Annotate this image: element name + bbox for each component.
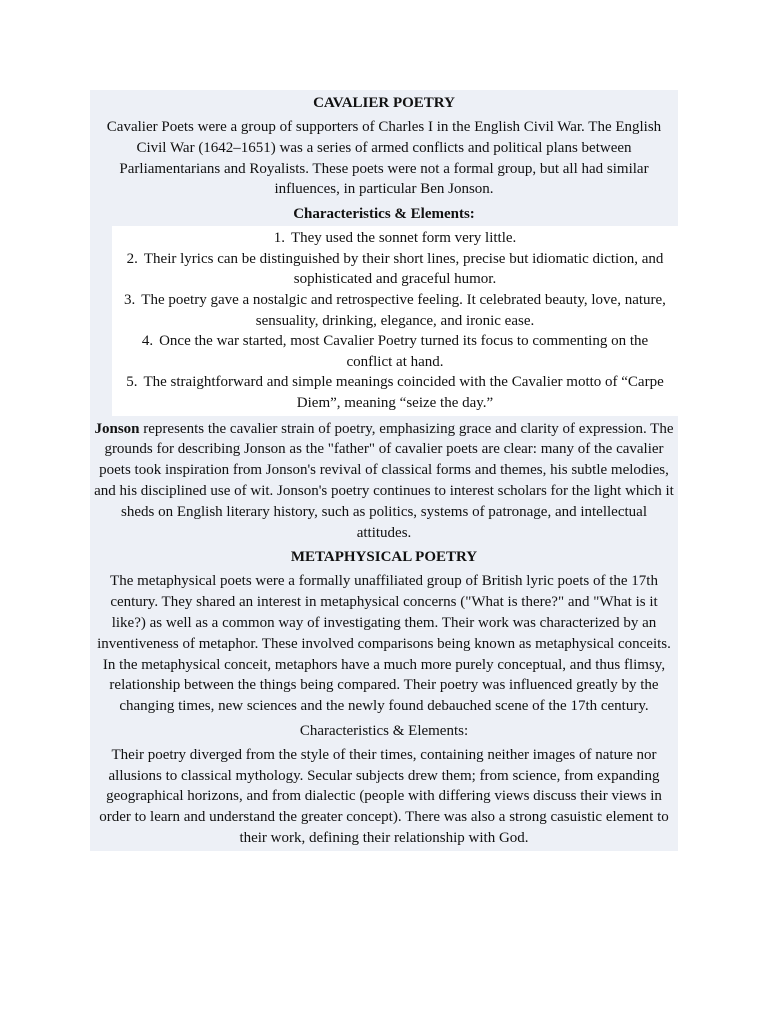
cavalier-characteristics-list	[90, 226, 678, 415]
list-item-number: 1.	[273, 230, 285, 247]
metaphysical-characteristics-heading: Characteristics & Elements:	[299, 722, 469, 739]
list-item	[116, 290, 674, 331]
list-item-number: 3.	[124, 291, 136, 308]
jonson-paragraph	[94, 419, 674, 544]
cavalier-characteristics-heading: Characteristics & Elements:	[293, 206, 475, 223]
metaphysical-body: Their poetry diverged from the style of their times, containing neither images of nature nor allusions to classical mythology. Secular subjects drew them; from science, from expanding geographical horizons, and from dialectic (people with differing views discuss their views in order to learn and understand the greater concept). There was also a strong casuistic element to their work, defining their relationship with God.	[99, 746, 669, 847]
list-item	[116, 372, 674, 413]
list-item	[116, 228, 674, 249]
metaphysical-intro: The metaphysical poets were a formally unaffiliated group of British lyric poets of the 17th century. They shared an interest in metaphysical concerns ("What is there?" and "What is it like?) as well as a common way of investigating them. Their work was characterized by an inventiveness of metaphor. These involved comparisons being known as metaphysical conceits. In the metaphysical conceit, metaphors have a much more purely conceptual, and thus flimsy, relationship between the things being compared. Their poetry was influenced greatly by the changing times, new sciences and the newly found debauched scene of the 17th century.	[97, 573, 671, 715]
list-item-text: Their lyrics can be distinguished by their short lines, precise but idiomatic diction, and sophisticated and graceful humor.	[143, 250, 664, 288]
list-item-text: They used the sonnet form very little.	[290, 230, 517, 247]
cavalier-section	[90, 90, 678, 226]
jonson-name: Jonson	[94, 420, 140, 437]
list-item-number: 4.	[141, 333, 154, 350]
cavalier-title: CAVALIER POETRY	[313, 95, 455, 111]
list-item-text: Once the war started, most Cavalier Poetry turned its focus to commenting on the conflict at hand.	[159, 333, 649, 370]
document-page	[90, 90, 678, 851]
jonson-text: represents the cavalier strain of poetry, emphasizing grace and clarity of expression. The grounds for describing Jonson as the "father" of cavalier poets are clear: many of the cavalier poets took inspiration from Jonson's revival of classical forms and themes, his subtle melodies, and his disciplined use of wit. Jonson's poetry continues to interest scholars for the light which it sheds on English literary history, such as politics, systems of patronage, and intellectual attitudes.	[94, 420, 674, 541]
jonson-and-metaphysical-section	[90, 416, 678, 851]
list-item-number: 2.	[126, 250, 138, 267]
list-item	[116, 331, 674, 372]
list-item-number: 5.	[126, 374, 138, 391]
metaphysical-title: METAPHYSICAL POETRY	[290, 549, 478, 566]
list-item-text: The poetry gave a nostalgic and retrospective feeling. It celebrated beauty, love, nature, sensuality, drinking, elegance, and ironic ease.	[141, 291, 666, 329]
list-item-text: The straightforward and simple meanings coincided with the Cavalier motto of “Carpe Diem”, meaning “seize the day.”	[143, 374, 664, 411]
list-item	[116, 249, 674, 290]
cavalier-intro: Cavalier Poets were a group of supporters of Charles I in the English Civil War. The English Civil War (1642–1651) was a series of armed conflicts and political plans between Parliamentarians and Royalists. These poets were not a formal group, but all had similar influences, in particular Ben Jonson.	[106, 119, 662, 198]
